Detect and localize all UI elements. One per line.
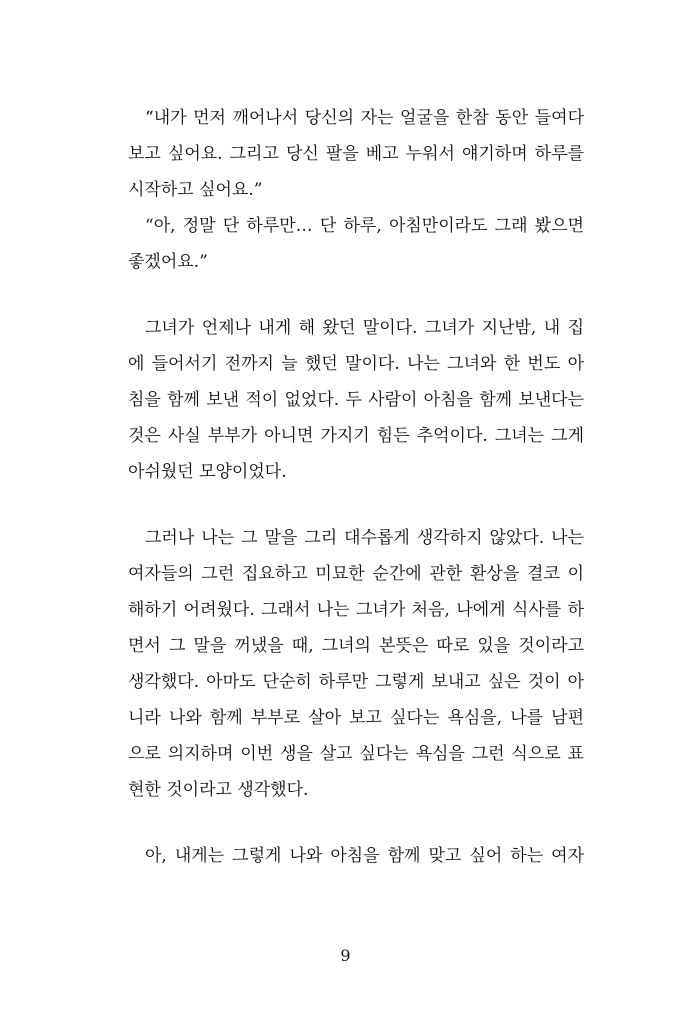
page-number: 9 (340, 946, 351, 965)
text-line: 그러나 나는 그 말을 그리 대수롭게 생각하지 않았다. 나는 (145, 528, 584, 548)
text-line: 아쉬웠던 모양이었다. (128, 462, 287, 482)
text-line: 아, 내게는 그렇게 나와 아침을 함께 맞고 싶어 하는 여자 (145, 846, 584, 866)
text-line: 생각했다. 아마도 단순히 하루만 그렇게 보내고 싶은 것이 아 (128, 672, 584, 692)
text-line: 현한 것이라고 생각했다. (128, 780, 309, 800)
text-line: 것은 사실 부부가 아니면 가지기 힘든 추억이다. 그녀는 그게 (128, 426, 584, 446)
paragraph (128, 310, 584, 490)
text-line: 으로 의지하며 이번 생을 살고 싶다는 욕심을 그런 식으로 표 (128, 744, 584, 764)
text-line: 니라 나와 함께 부부로 살아 보고 싶다는 욕심을, 나를 남편 (128, 708, 584, 728)
text-line: 침을 함께 보낸 적이 없었다. 두 사람이 아침을 함께 보낸다는 (128, 390, 584, 410)
paragraph-spacer (128, 490, 584, 520)
paragraph (128, 100, 584, 208)
text-line: 좋겠어요.” (128, 252, 208, 272)
paragraph-spacer (128, 808, 584, 838)
paragraph (128, 838, 584, 874)
text-line: “내가 먼저 깨어나서 당신의 자는 얼굴을 한참 동안 들여다 (145, 108, 584, 128)
text-line: 면서 그 말을 꺼냈을 때, 그녀의 본뜻은 따로 있을 것이라고 (128, 636, 584, 656)
text-line: 에 들어서기 전까지 늘 했던 말이다. 나는 그녀와 한 번도 아 (128, 354, 584, 374)
text-line: 보고 싶어요. 그리고 당신 팔을 베고 누워서 얘기하며 하루를 (128, 144, 584, 164)
text-line: “아, 정말 단 하루만… 단 하루, 아침만이라도 그래 봤으면 (145, 216, 584, 236)
text-line: 시작하고 싶어요.” (128, 180, 263, 200)
paragraph-spacer (128, 280, 584, 310)
paragraph (128, 208, 584, 280)
body-text (128, 100, 584, 874)
text-line: 해하기 어려웠다. 그래서 나는 그녀가 처음, 나에게 식사를 하 (128, 600, 584, 620)
text-line: 여자들의 그런 집요하고 미묘한 순간에 관한 환상을 결코 이 (128, 564, 584, 584)
paragraph (128, 520, 584, 808)
text-line: 그녀가 언제나 내게 해 왔던 말이다. 그녀가 지난밤, 내 집 (145, 318, 584, 338)
